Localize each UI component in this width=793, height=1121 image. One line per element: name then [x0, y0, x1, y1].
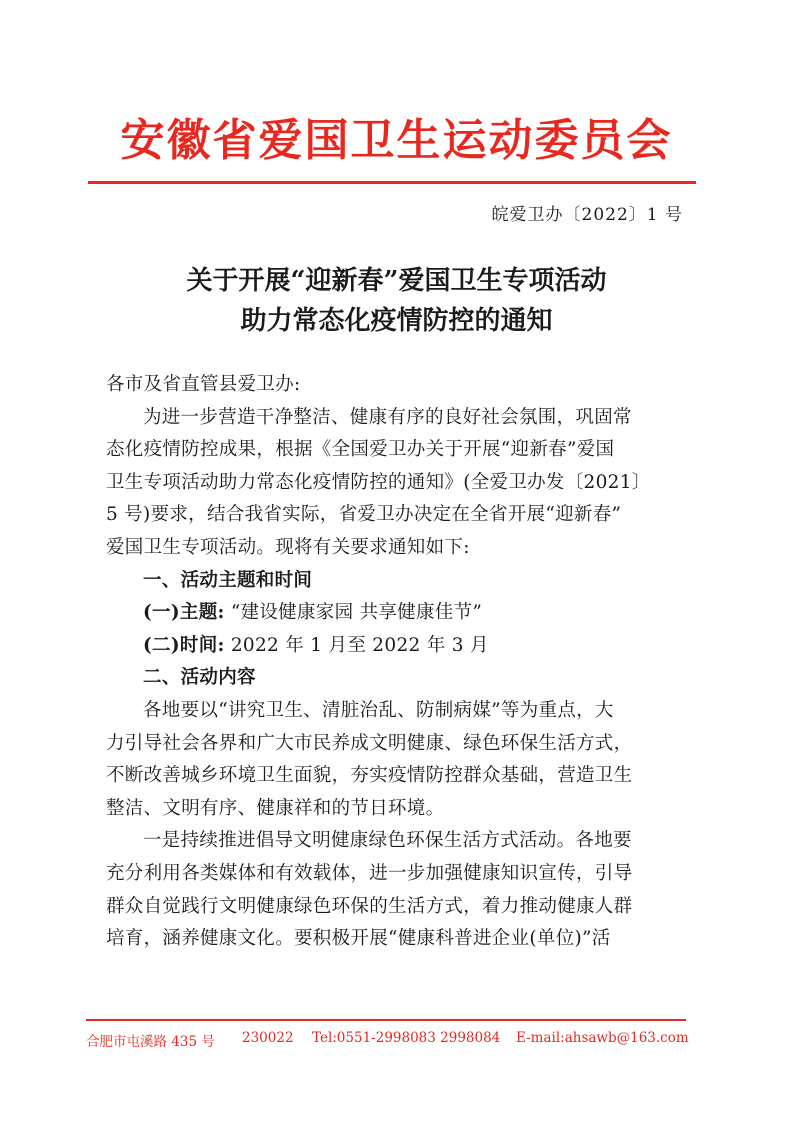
footer-postcode: 230022: [242, 1030, 294, 1046]
paragraph-line: 培育，涵养健康文化。要积极开展“健康科普进企业(单位)”活: [106, 928, 611, 950]
item-theme-value: “建设健康家园 共享健康佳节”: [230, 602, 483, 624]
document-body: [106, 369, 688, 956]
paragraph-line: 为进一步营造干净整洁、健康有序的良好社会氛围，巩固常: [143, 406, 632, 428]
paragraph-line: 不断改善城乡环境卫生面貌，夯实疫情防控群众基础，营造卫生: [106, 765, 633, 787]
paragraph-line: 卫生专项活动助力常态化疫情防控的通知》(全爱卫办发〔2021〕: [106, 471, 651, 493]
paragraph-line: 群众自觉践行文明健康绿色环保的生活方式，着力推动健康人群: [106, 895, 633, 917]
document-title-line-1: 关于开展“迎新春”爱国卫生专项活动: [186, 266, 607, 296]
issuing-organization-header: 安徽省爱国卫生运动委员会: [120, 115, 673, 166]
item-time-label: (二)时间:: [143, 634, 225, 656]
salutation: 各市及省直管县爱卫办:: [106, 374, 301, 395]
footer-email: E-mail:ahsawb@163.com: [516, 1030, 689, 1046]
item-theme: [106, 597, 688, 630]
paragraph-line: 整洁、文明有序、健康祥和的节日环境。: [106, 797, 445, 819]
footer-address: 合肥市屯溪路 435 号: [86, 1034, 215, 1050]
item-time-value: 2022 年 1 月至 2022 年 3 月: [230, 634, 489, 656]
footer-red-rule: [86, 1019, 686, 1021]
paragraph-line: 各地要以“讲究卫生、清脏治乱、防制病媒”等为重点，大: [143, 699, 614, 721]
section-heading-1: 一、活动主题和时间: [143, 569, 313, 591]
paragraph-line: 爱国卫生专项活动。现将有关要求通知如下:: [106, 536, 470, 558]
footer-telephone: Tel:0551-2998083 2998084: [312, 1030, 501, 1046]
document-title-line-2: 助力常态化疫情防控的通知: [240, 306, 553, 336]
paragraph-line: 力引导社会各界和广大市民养成文明健康、绿色环保生活方式，: [106, 732, 633, 754]
paragraph-line: 态化疫情防控成果，根据《全国爱卫办关于开展“迎新春”爱国: [106, 439, 615, 461]
paragraph-line: 一是持续推进倡导文明健康绿色环保生活方式活动。各地要: [143, 830, 632, 852]
document-number: 皖爱卫办〔2022〕1 号: [491, 205, 683, 225]
paragraph-line: 5 号)要求，结合我省实际，省爱卫办决定在全省开展“迎新春”: [106, 504, 622, 526]
section-heading-2: 二、活动内容: [143, 667, 256, 689]
footer-contact: [86, 1030, 689, 1050]
header-red-rule: [88, 181, 696, 184]
item-theme-label: (一)主题:: [143, 602, 225, 624]
paragraph-line: 充分利用各类媒体和有效载体，进一步加强健康知识宣传，引导: [106, 862, 633, 884]
item-time: [106, 630, 688, 663]
